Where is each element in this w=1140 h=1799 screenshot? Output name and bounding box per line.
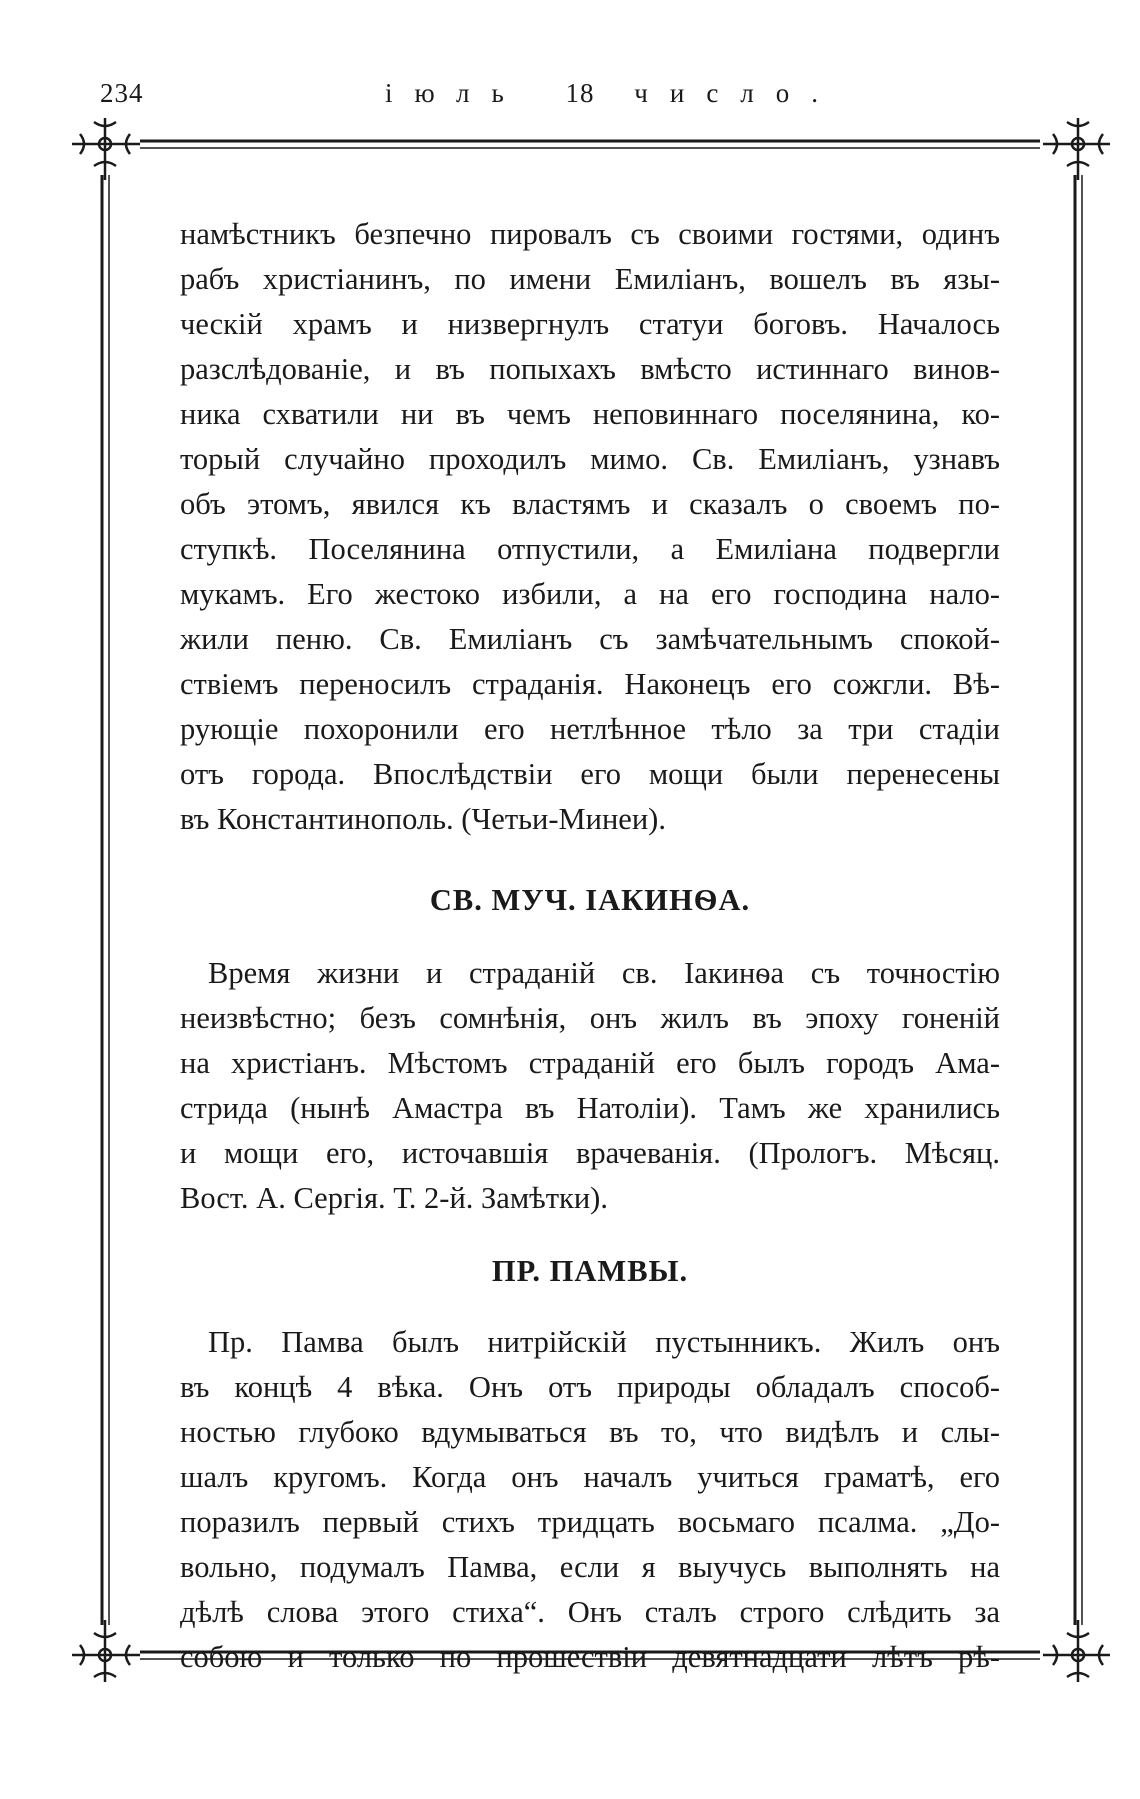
text-line: въ концѣ 4 вѣка. Онъ отъ природы обладалъ способ- (180, 1370, 1000, 1404)
running-head-day: 18 (565, 78, 595, 108)
text-line: вольно, подумалъ Памва, если я выучусь выполнять на (180, 1550, 1000, 1584)
text-line: ческій храмъ и низвергнулъ статуи боговъ. Началось (180, 307, 1000, 341)
running-head-month: іюль (385, 78, 526, 108)
text-line: шалъ кругомъ. Когда онъ началъ учиться граматѣ, его (180, 1460, 1000, 1494)
running-head (385, 78, 840, 109)
section-heading-pamva: ПР. ПАМВЫ. (491, 1254, 689, 1288)
text-line: неизвѣстно; безъ сомнѣнія, онъ жилъ въ эпоху гоненій (180, 1001, 1000, 1035)
text-line: собою и только по прошествіи девятнадцати лѣтъ рѣ- (180, 1640, 1000, 1674)
text-line: отъ города. Впослѣдствіи его мощи были перенесены (180, 757, 1000, 791)
text-line: и мощи его, источавшія врачеванія. (Прологъ. Мѣсяц. (180, 1136, 1000, 1170)
text-line: въ Константинополь. (Четьи-Минеи). (180, 802, 666, 836)
section-heading-iakinf: СВ. МУЧ. ІАКИНѲА. (429, 883, 751, 917)
text-line: на христіанъ. Мѣстомъ страданій его былъ городъ Ама- (180, 1046, 1000, 1080)
text-line: ника схватили ни въ чемъ неповиннаго поселянина, ко- (180, 397, 1000, 431)
paragraph-emilian (180, 212, 1000, 842)
text-line: рующіе похоронили его нетлѣнное тѣло за три стадіи (180, 712, 1000, 746)
page-number: 234 (100, 78, 144, 108)
corner-ornament-top-left (72, 118, 140, 180)
text-line: Время жизни и страданій св. Іакинѳа съ точностію (208, 956, 1000, 990)
text-line: разслѣдованіе, и въ попыхахъ вмѣсто истиннаго винов- (180, 352, 1000, 386)
text-line: ступкѣ. Поселянина отпустили, а Емиліана подвергли (180, 532, 1000, 566)
text-line: мукамъ. Его жестоко избили, а на его господина нало- (180, 577, 1000, 611)
text-line: дѣлѣ слова этого стиха“. Онъ сталъ строго слѣдить за (180, 1595, 1000, 1629)
paragraph-iakinf (180, 951, 1000, 1221)
text-line: стрида (нынѣ Амастра въ Натоліи). Тамъ же хранились (180, 1091, 1000, 1125)
text-line: Вост. А. Сергія. Т. 2-й. Замѣтки). (180, 1181, 608, 1215)
paragraph-pamva (180, 1320, 1000, 1680)
page-body (180, 212, 1000, 1680)
text-line: ностью глубоко вдумываться въ то, что видѣлъ и слы- (180, 1415, 1000, 1449)
corner-ornament-top-right (1043, 118, 1110, 180)
corner-ornament-bottom-left (72, 1620, 140, 1682)
corner-ornament-bottom-right (1043, 1620, 1110, 1682)
running-head-word: число. (634, 78, 841, 108)
text-line: Пр. Памва былъ нитрійскій пустынникъ. Жилъ онъ (208, 1325, 1000, 1359)
text-line: торый случайно проходилъ мимо. Св. Емиліанъ, узнавъ (180, 442, 1000, 476)
text-line: рабъ христіанинъ, по имени Емиліанъ, вошелъ въ язы- (180, 262, 1000, 296)
text-line: жили пеню. Св. Емиліанъ съ замѣчательнымъ спокой- (180, 622, 1000, 656)
text-line: объ этомъ, явился къ властямъ и сказалъ о своемъ по- (180, 487, 1000, 521)
text-line: ствіемъ переносилъ страданія. Наконецъ его сожгли. Вѣ- (180, 667, 1000, 701)
text-line: намѣстникъ безпечно пировалъ съ своими гостями, одинъ (180, 217, 1000, 251)
text-line: поразилъ первый стихъ тридцать восьмаго псалма. „До- (180, 1505, 1000, 1539)
